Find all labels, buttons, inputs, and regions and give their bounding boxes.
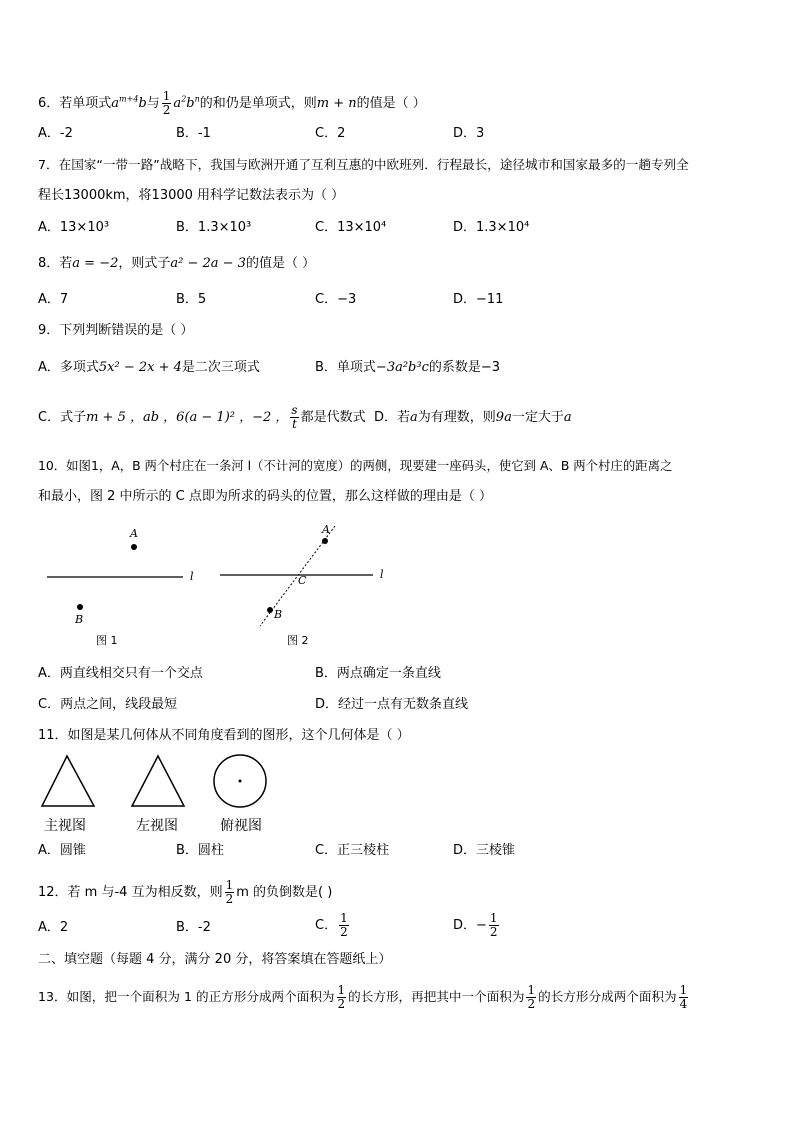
q9-option-d-mid: 为有理数，则 <box>417 410 496 425</box>
q6-end: 的值是（ ） <box>356 96 426 111</box>
q13-fraction-2 <box>526 984 536 1011</box>
q12-option-c-label: C． <box>315 918 338 933</box>
q6-mono2-bexp: n <box>194 94 200 104</box>
q11-option-b[interactable]: B．圆柱 <box>176 843 224 858</box>
q11-caption-top: 俯视图 <box>220 818 262 834</box>
q9-option-c-frac-den: t <box>292 417 297 431</box>
q6-mono1-base: a <box>111 96 120 111</box>
q13-fraction-3 <box>679 984 689 1011</box>
q6-option-a[interactable]: A．-2 <box>38 126 73 141</box>
fig2-label-a: A <box>322 523 330 536</box>
q6-fraction <box>162 90 172 117</box>
front-view-triangle <box>42 756 94 806</box>
q12-option-b[interactable]: B．-2 <box>176 920 211 935</box>
q13-f1-num: 1 <box>337 983 346 997</box>
q11-option-a[interactable]: A．圆锥 <box>38 843 86 858</box>
fig2-point-a <box>322 538 328 544</box>
q6-mono1-exp: m+4 <box>119 94 139 104</box>
q6-option-d[interactable]: D．3 <box>453 126 485 141</box>
q10-option-d[interactable]: D．经过一点有无数条直线 <box>315 697 469 712</box>
q13-mid2: 的长方形分成两个面积为 <box>538 989 677 1004</box>
fig1-label-l: l <box>190 570 194 583</box>
q11-option-c[interactable]: C．正三棱柱 <box>315 843 390 858</box>
q11-option-d[interactable]: D．三棱锥 <box>453 843 516 858</box>
q12-option-d-den: 2 <box>489 925 498 939</box>
q10-option-a[interactable]: A．两直线相交只有一个交点 <box>38 666 203 681</box>
q9-option-d-a: a <box>410 410 418 425</box>
fig2-label-b: B <box>274 608 283 621</box>
q7-stem-line2: 程长13000km，将13000 用科学记数法表示为（ ） <box>38 188 345 203</box>
q9-option-d-label: D．若 <box>374 410 411 425</box>
fig2-label-c: C <box>298 574 307 587</box>
q9-option-b-tail: 的系数是−3 <box>428 360 501 375</box>
q12-option-d[interactable] <box>453 912 501 939</box>
q13-f2-den: 2 <box>527 997 536 1011</box>
q9-stem: 9．下列判断错误的是（ ） <box>38 323 194 338</box>
q6-mono1-tail: b <box>138 96 147 111</box>
q10-figures <box>40 520 384 650</box>
q7-option-b[interactable]: B．1.3×10³ <box>176 220 252 235</box>
q12-frac-num: 1 <box>225 878 234 892</box>
q8-option-d[interactable]: D．−11 <box>453 292 504 307</box>
q9-option-b-expr: −3a²b³c <box>375 360 429 375</box>
q8-option-b[interactable]: B．5 <box>176 292 207 307</box>
q7-stem-line1: 7．在国家“一带一路”战略下，我国与欧洲开通了互利互惠的中欧班列．行程最长，途径城市和国家最多的一趟专列全 <box>38 157 689 172</box>
fig2-caption: 图 2 <box>287 634 309 647</box>
q7-option-d[interactable]: D．1.3×10⁴ <box>453 220 530 235</box>
q9-option-a-tail: 是二次三项式 <box>181 360 260 375</box>
q9-option-b-label: B．单项式 <box>315 360 376 375</box>
q6-expr: m + n <box>316 96 357 111</box>
q12-option-c[interactable] <box>315 912 351 939</box>
q12-option-d-fraction <box>489 912 499 939</box>
fig1-label-b: B <box>75 613 84 626</box>
q10-option-b[interactable]: B．两点确定一条直线 <box>315 666 441 681</box>
q6-prefix: 6．若单项式 <box>38 96 112 111</box>
q9-option-a-expr: 5x² − 2x + 4 <box>98 360 182 375</box>
q8-expression: a² − 2a − 3 <box>170 256 246 271</box>
q9-option-b[interactable] <box>315 360 500 376</box>
q10-stem-line2: 和最小，图 2 中所示的 C 点即为所求的码头的位置，那么这样做的理由是（ ） <box>38 489 493 504</box>
q8-option-a[interactable]: A．7 <box>38 292 69 307</box>
fig1-caption: 图 1 <box>96 634 118 647</box>
q7-option-a[interactable]: A．13×10³ <box>38 220 110 235</box>
q6-frac-num: 1 <box>162 89 171 103</box>
q11-views <box>38 752 270 812</box>
fig1-label-a: A <box>130 527 138 540</box>
q7-option-c[interactable]: C．13×10⁴ <box>315 220 387 235</box>
q8-stem <box>38 256 315 272</box>
q6-frac-den: 2 <box>162 103 171 117</box>
q12-option-d-num: 1 <box>489 911 498 925</box>
q6-mono2 <box>173 96 199 111</box>
left-view-triangle <box>132 756 184 806</box>
fig2-label-l: l <box>380 568 384 581</box>
q12-option-a[interactable]: A．2 <box>38 920 69 935</box>
q11-stem: 11．如图是某几何体从不同角度看到的图形，这个几何体是（ ） <box>38 728 410 743</box>
q13-f3-num: 1 <box>679 983 688 997</box>
q12-frac-den: 2 <box>225 892 234 906</box>
q8-option-c[interactable]: C．−3 <box>315 292 357 307</box>
q13-stem <box>38 984 690 1011</box>
q13-f2-num: 1 <box>527 983 536 997</box>
q11-caption-front: 主视图 <box>44 818 86 834</box>
q9-option-c-fraction <box>290 404 298 431</box>
q12-stem <box>38 879 332 906</box>
section-2-title: 二、填空题（每题 4 分，满分 20 分，将答案填在答题纸上） <box>38 952 392 967</box>
q8-prefix: 8．若 <box>38 256 73 271</box>
q12-fraction <box>225 879 235 906</box>
q8-condition: a = −2 <box>72 256 119 271</box>
q9-option-a[interactable] <box>38 360 260 376</box>
q9-option-c-expr: m + 5 ，ab ，6(a − 1)² ，−2 ， <box>86 410 289 425</box>
q6-mono2-b: b <box>186 96 195 111</box>
q8-end: 的值是（ ） <box>245 256 316 271</box>
q6-mid: 与 <box>146 96 160 111</box>
q11-caption-left: 左视图 <box>136 818 178 834</box>
q13-mid: 的长方形，再把其中一个面积为 <box>348 989 525 1004</box>
q9-option-c-frac-num: s <box>291 403 298 417</box>
q9-option-c-label: C．式子 <box>38 410 87 425</box>
q6-mono2-aexp: 2 <box>181 94 187 104</box>
q6-suffix: 的和仍是单项式，则 <box>199 96 317 111</box>
q10-stem-line1: 10．如图1，A，B 两个村庄在一条河 l（不计河的宽度）的两侧，现要建一座码头，使它到 A、B 两个村庄的距离之 <box>38 458 673 473</box>
top-view-center-dot <box>239 780 242 783</box>
q9-option-d[interactable] <box>374 410 572 426</box>
q9-option-d-expr: 9a <box>495 410 512 425</box>
q10-option-c[interactable]: C．两点之间，线段最短 <box>38 697 178 712</box>
fig2-point-b <box>267 607 273 613</box>
q9-option-a-label: A．多项式 <box>38 360 99 375</box>
q13-fraction-1 <box>337 984 347 1011</box>
q9-option-d-end: a <box>563 410 572 425</box>
q13-f3-den: 4 <box>679 997 688 1011</box>
q6-mono2-a: a <box>173 96 182 111</box>
q6-mono1 <box>111 96 146 111</box>
q6-option-c[interactable]: C．2 <box>315 126 346 141</box>
q9-option-c[interactable] <box>38 404 366 431</box>
q10-figure-2 <box>220 523 384 647</box>
fig1-point-a <box>131 544 137 550</box>
q12-option-d-sign: − <box>476 918 487 933</box>
q12-option-d-label: D． <box>453 918 477 933</box>
q12-suffix: m 的负倒数是( ) <box>236 885 333 900</box>
q6-stem <box>38 90 426 117</box>
q6-option-b[interactable]: B．-1 <box>176 126 211 141</box>
q9-option-d-mid2: 一定大于 <box>511 410 564 425</box>
q12-option-c-num: 1 <box>340 911 348 925</box>
q10-figure-1 <box>47 527 194 647</box>
fig1-point-b <box>77 604 83 610</box>
q12-option-c-fraction <box>339 912 349 939</box>
q13-prefix: 13．如图，把一个面积为 1 的正方形分成两个面积为 <box>38 989 335 1004</box>
q8-mid: ，则式子 <box>118 256 171 271</box>
q13-f1-den: 2 <box>337 997 346 1011</box>
q9-option-c-tail: 都是代数式 <box>300 410 366 425</box>
q12-option-c-den: 2 <box>340 925 348 939</box>
q12-prefix: 12．若 m 与-4 互为相反数，则 <box>38 885 223 900</box>
